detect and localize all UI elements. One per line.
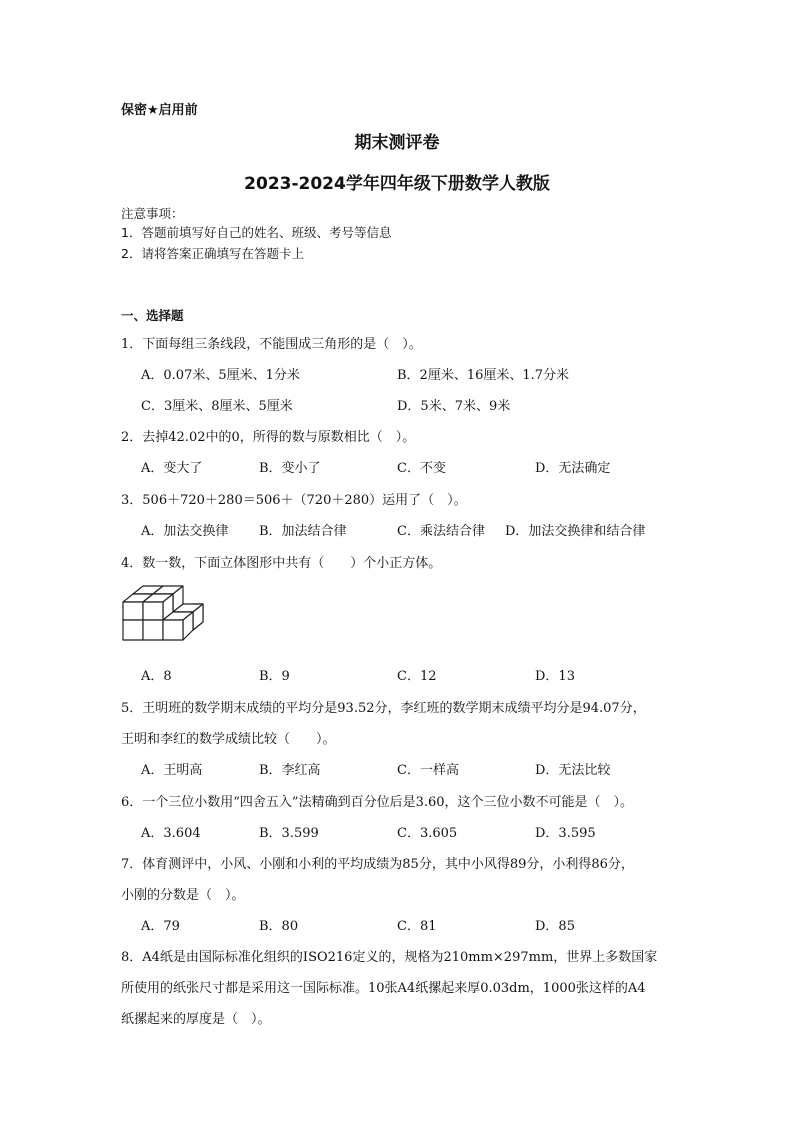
exam-title: 期末测评卷 xyxy=(354,133,440,153)
question-5-option-b: B．李红高 xyxy=(259,763,321,778)
question-5-option-a: A．王明高 xyxy=(141,763,203,778)
question-3-option-c: C．乘法结合律 xyxy=(397,524,485,539)
question-3-option-d: D．加法交换律和结合律 xyxy=(505,524,646,539)
question-6-option-c: C．3.605 xyxy=(397,826,458,841)
question-1-option-d: D．5米、7米、9米 xyxy=(397,399,511,414)
section-title: 一、选择题 xyxy=(121,308,184,323)
question-8-text-line-2: 所使用的纸张尺寸都是采用这一国际标准。10张A4纸摞起来厚0.03dm，1000张这样的A4 xyxy=(121,981,646,996)
question-8-text-line-1: 8．A4纸是由国际标准化组织的ISO216定义的，规格为210mm×297mm，世界上多数国家 xyxy=(121,950,658,965)
question-7-option-b: B．80 xyxy=(259,919,299,934)
note-item-1: 1．答题前填写好自己的姓名、班级、考号等信息 xyxy=(121,225,392,240)
question-5-option-d: D．无法比较 xyxy=(535,763,611,778)
question-2-text: 2．去掉42.02中的0，所得的数与原数相比（ ）。 xyxy=(121,430,416,445)
question-3-text: 3．506＋720＋280＝506＋（720＋280）运用了（ ）。 xyxy=(121,493,467,508)
note-item-2: 2．请将答案正确填写在答题卡上 xyxy=(121,246,304,261)
question-1-option-b: B．2厘米、16厘米、1.7分米 xyxy=(397,368,570,383)
question-2-option-b: B．变小了 xyxy=(259,461,321,476)
question-2-option-c: C．不变 xyxy=(397,461,446,476)
question-8-text-line-3: 纸摞起来的厚度是（ ）。 xyxy=(121,1012,271,1027)
question-2-option-a: A．变大了 xyxy=(141,461,203,476)
question-6-text: 6．一个三位小数用“四舍五入”法精确到百分位后是3.60，这个三位小数不可能是（ ）。 xyxy=(121,795,634,810)
cube-bottom-front-1 xyxy=(123,620,143,640)
question-6-option-a: A．3.604 xyxy=(141,826,201,841)
exam-subtitle: 2023-2024学年四年级下册数学人教版 xyxy=(244,174,550,194)
question-5-text-line-2: 王明和李红的数学成绩比较（ ）。 xyxy=(121,732,336,747)
question-1-option-c: C．3厘米、8厘米、5厘米 xyxy=(141,399,293,414)
question-5-text-line-1: 5．王明班的数学期末成绩的平均分是93.52分，李红班的数学期末成绩平均分是94.07分， xyxy=(121,701,646,716)
question-7-text-line-1: 7．体育测评中，小风、小刚和小利的平均成绩为85分，其中小风得89分，小利得86分， xyxy=(121,857,634,872)
question-7-text-line-2: 小刚的分数是（ ）。 xyxy=(121,888,245,903)
question-1-option-a: A．0.07米、5厘米、1分米 xyxy=(141,368,300,383)
question-6-option-b: B．3.599 xyxy=(259,826,319,841)
question-2-option-d: D．无法确定 xyxy=(535,461,611,476)
question-1-text: 1．下面每组三条线段，不能围成三角形的是（ ）。 xyxy=(121,337,422,352)
question-4-option-b: B．9 xyxy=(259,669,290,684)
question-4-option-a: A．8 xyxy=(141,669,172,684)
question-7-option-a: A．79 xyxy=(141,919,180,934)
question-3-option-a: A．加法交换律 xyxy=(141,524,229,539)
question-3-option-b: B．加法结合律 xyxy=(259,524,347,539)
question-6-option-d: D．3.595 xyxy=(535,826,596,841)
question-7-option-d: D．85 xyxy=(535,919,575,934)
question-4-option-d: D．13 xyxy=(535,669,575,684)
cube-bottom-front-2 xyxy=(143,620,163,640)
question-5-option-c: C．一样高 xyxy=(397,763,459,778)
secret-mark: 保密★启用前 xyxy=(121,103,198,118)
question-7-option-c: C．81 xyxy=(397,919,437,934)
question-4-text: 4．数一数，下面立体图形中共有（ ）个小正方体。 xyxy=(121,556,442,571)
cube-bottom-front-3 xyxy=(163,612,193,640)
notes-heading: 注意事项： xyxy=(121,206,184,221)
cube-stack-figure xyxy=(121,582,205,644)
question-4-option-c: C．12 xyxy=(397,669,437,684)
